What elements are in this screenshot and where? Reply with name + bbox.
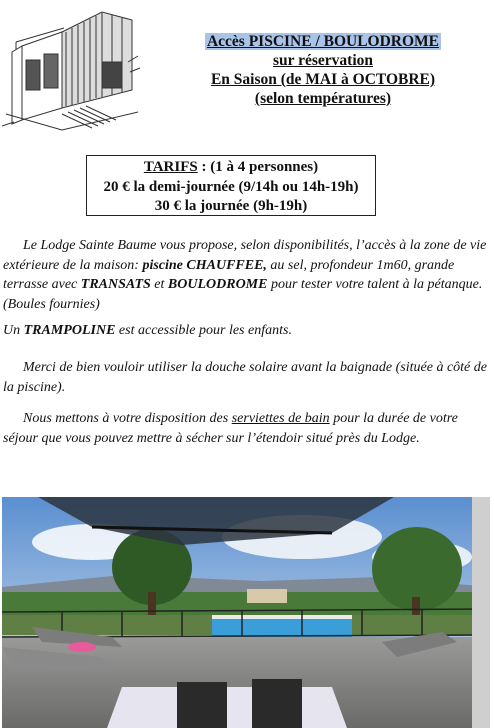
pool-terrace-photo [2, 497, 490, 728]
header-temperature: (selon températures) [254, 90, 392, 107]
para1-text-4: pour tester votre talent à la pétanque. (Boules fournies) [3, 277, 483, 312]
para4-towels-link: serviettes de bain [231, 411, 330, 426]
para4-text-1: Nous mettons à votre disposition des [23, 411, 232, 426]
tarif-half-day: 20 € la demi-journée (9/14h ou 14h-19h) [103, 178, 359, 195]
paragraph-trampoline [3, 321, 489, 341]
tarifs-persons: : (1 à 4 personnes) [197, 159, 319, 175]
para1-bold-boulodrome: BOULODROME [167, 277, 268, 293]
para1-text-3: et [150, 277, 168, 293]
lodge-sketch-image [2, 2, 142, 132]
paragraph-shower [3, 358, 489, 397]
access-header [168, 32, 478, 108]
header-season: En Saison (de MAI à OCTOBRE) [210, 71, 436, 88]
para2-text-1: Un [3, 323, 24, 338]
para4-text-2: pour la durée de votre séjour que vous pouvez mettre à sécher sur l’étendoir situé près du Lodge. [3, 411, 458, 446]
tarifs-box [86, 155, 376, 216]
para1-text-1: Le Lodge Sainte Baume vous propose, selon disponibilités, l’accès à la zone de vie extérieure de la maison: [3, 238, 487, 273]
header-title: Accès PISCINE / BOULODROME [206, 33, 440, 50]
para1-text-2: au sel, profondeur 1m60, grande terrasse avec [3, 257, 455, 293]
paragraph-towels [3, 409, 489, 448]
tarif-full-day: 30 € la journée (9h-19h) [154, 198, 308, 214]
header-reservation: sur réservation [272, 52, 374, 69]
para2-text-2: est accessible pour les enfants. [115, 323, 292, 338]
para1-bold-piscine: piscine CHAUFFEE, [142, 257, 267, 273]
para3-text: Merci de bien vouloir utiliser la douche solaire avant la baignade (située à côté de la piscine). [3, 360, 487, 395]
tarifs-title: TARIFS [143, 159, 198, 175]
para1-bold-transats: TRANSATS [80, 277, 151, 293]
paragraph-access [3, 236, 489, 314]
para2-bold-trampoline: TRAMPOLINE [23, 323, 116, 338]
